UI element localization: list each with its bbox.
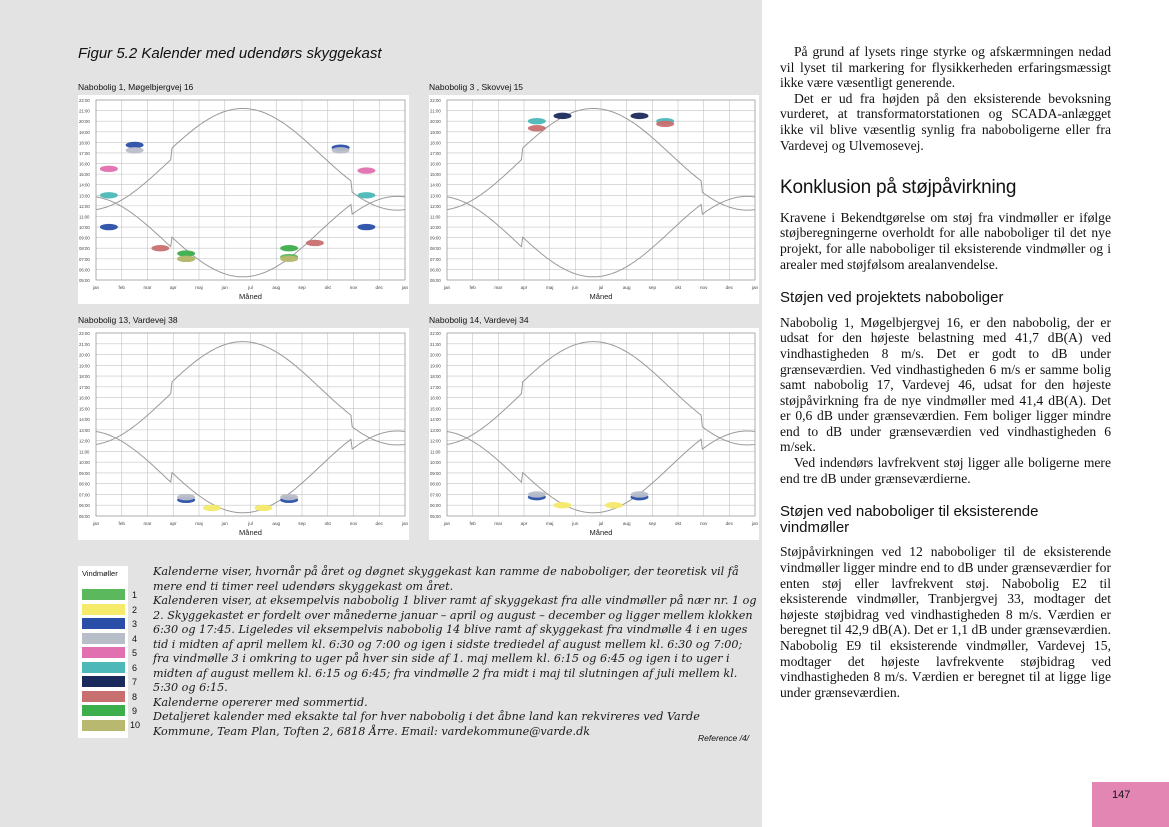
y-tick-label: 07:00 bbox=[430, 492, 441, 498]
y-tick-label: 19:00 bbox=[79, 363, 90, 369]
y-tick-label: 20:00 bbox=[79, 119, 90, 125]
legend-swatch-6 bbox=[82, 662, 125, 673]
y-tick-label: 11:00 bbox=[79, 449, 90, 455]
y-tick-label: 14:00 bbox=[430, 182, 441, 188]
legend-number: 9 bbox=[132, 706, 138, 716]
shadow-mark bbox=[177, 256, 195, 262]
legend-swatch-8 bbox=[82, 691, 125, 702]
y-tick-label: 08:00 bbox=[79, 246, 90, 252]
x-tick-label: jul bbox=[598, 285, 604, 290]
subsection-heading: Støjen ved naboboliger til eksisterende vindmøller bbox=[780, 503, 1039, 536]
legend-number: 5 bbox=[132, 648, 138, 658]
y-tick-label: 14:00 bbox=[79, 182, 90, 188]
legend-swatch-10 bbox=[82, 720, 125, 731]
y-tick-label: 19:00 bbox=[79, 129, 90, 135]
y-tick-label: 18:00 bbox=[79, 140, 90, 146]
shadow-mark bbox=[280, 494, 298, 500]
page-number: 147 bbox=[1112, 789, 1131, 801]
x-tick-label: apr bbox=[520, 285, 528, 290]
y-tick-label: 17:00 bbox=[79, 384, 90, 390]
y-tick-label: 20:00 bbox=[430, 119, 441, 125]
legend-swatch-7 bbox=[82, 676, 125, 687]
y-tick-label: 15:00 bbox=[430, 406, 441, 412]
x-tick-label: aug bbox=[622, 521, 631, 526]
y-tick-label: 09:00 bbox=[79, 235, 90, 241]
legend-swatch-9 bbox=[82, 705, 125, 716]
y-tick-label: 15:00 bbox=[79, 406, 90, 412]
x-tick-label: nov bbox=[349, 521, 358, 526]
y-tick-label: 15:00 bbox=[430, 172, 441, 178]
y-tick-label: 07:00 bbox=[79, 256, 90, 262]
shadow-mark bbox=[528, 491, 546, 497]
x-tick-label: jul bbox=[598, 521, 604, 526]
x-tick-label: sep bbox=[648, 521, 657, 526]
legend bbox=[78, 566, 128, 738]
x-tick-label: nov bbox=[699, 521, 708, 526]
y-tick-label: 08:00 bbox=[430, 481, 441, 487]
y-tick-label: 17:00 bbox=[79, 150, 90, 156]
shadow-mark bbox=[203, 505, 221, 511]
x-tick-label: mar bbox=[143, 521, 152, 526]
legend-number: 6 bbox=[132, 663, 138, 673]
shadow-mark bbox=[126, 147, 144, 153]
x-tick-label: jan bbox=[751, 521, 759, 526]
legend-number: 8 bbox=[132, 692, 138, 702]
y-tick-label: 09:00 bbox=[430, 470, 441, 476]
x-tick-label: jul bbox=[248, 521, 253, 526]
x-tick-label: jun bbox=[221, 521, 228, 526]
legend-number: 7 bbox=[132, 677, 138, 687]
x-tick-label: jul bbox=[248, 285, 253, 290]
x-tick-label: jan bbox=[401, 521, 409, 526]
y-tick-label: 21:00 bbox=[79, 341, 90, 347]
x-tick-label: nov bbox=[699, 285, 708, 290]
x-tick-label: mar bbox=[494, 285, 503, 290]
y-tick-label: 13:00 bbox=[430, 193, 441, 199]
y-tick-label: 05:00 bbox=[430, 514, 441, 519]
y-tick-label: 15:00 bbox=[79, 172, 90, 178]
y-tick-label: 10:00 bbox=[79, 460, 90, 466]
x-axis-title: Måned bbox=[589, 292, 613, 301]
y-tick-label: 12:00 bbox=[430, 438, 441, 444]
shadow-calendar-chart-1 bbox=[78, 95, 409, 304]
shadow-mark bbox=[177, 494, 195, 500]
x-tick-label: sep bbox=[298, 285, 306, 290]
chart-label-nabobolig-13: Nabobolig 13, Vardevej 38 bbox=[78, 315, 178, 325]
shadow-mark bbox=[554, 502, 572, 508]
x-tick-label: okt bbox=[674, 521, 682, 526]
caption-paragraph: Detaljeret kalender med eksakte tal for hver nabobolig i det åbne land kan rekvireres ved Varde Kommune, Team Plan, Toften 2, 6818 Årre. Email: vardekommune@varde.dk bbox=[153, 710, 700, 738]
legend-title: Vindmøller bbox=[82, 569, 118, 578]
chart-label-nabobolig-1: Nabobolig 1, Møgelbjergvej 16 bbox=[78, 82, 194, 92]
shadow-mark bbox=[151, 245, 169, 251]
y-tick-label: 16:00 bbox=[430, 161, 441, 167]
y-tick-label: 14:00 bbox=[79, 417, 90, 423]
y-tick-label: 18:00 bbox=[79, 374, 90, 380]
x-tick-label: feb bbox=[118, 285, 125, 290]
x-tick-label: mar bbox=[143, 285, 152, 290]
legend-number: 4 bbox=[132, 634, 138, 644]
body-paragraph: Kravene i Bekendtgørelse om støj fra vindmøller er ifølge støjberegningerne overholdt for alle naboboliger til det nye projekt, for alle naboboliger til eksisterende vindmøller og i arealer med støjfølsom arealanvendelse. bbox=[780, 209, 1111, 272]
shadow-mark bbox=[100, 192, 118, 198]
y-tick-label: 08:00 bbox=[79, 481, 90, 487]
section-heading: Konklusion på støjpåvirkning bbox=[780, 177, 1017, 199]
chart-svg bbox=[78, 95, 409, 304]
y-tick-label: 10:00 bbox=[430, 225, 441, 231]
shadow-mark bbox=[656, 121, 674, 127]
x-tick-label: apr bbox=[169, 521, 177, 526]
shadow-mark bbox=[554, 113, 572, 119]
reference-note: Reference /4/ bbox=[698, 733, 750, 743]
y-tick-label: 19:00 bbox=[430, 129, 441, 135]
x-tick-label: jan bbox=[443, 285, 451, 290]
y-tick-label: 10:00 bbox=[430, 460, 441, 466]
y-tick-label: 21:00 bbox=[430, 108, 441, 114]
x-tick-label: jun bbox=[221, 285, 228, 290]
y-tick-label: 09:00 bbox=[79, 470, 90, 476]
body-paragraph: Det er ud fra højden på den eksisterende bevoksning vurderet, at transformatorstationen og SCADA-anlægget ikke vil blive væsentlig synlig fra naboboligerne eller fra Vardevej og Ulvemosevej. bbox=[780, 90, 1111, 153]
y-tick-label: 12:00 bbox=[79, 203, 90, 209]
legend-number: 10 bbox=[130, 720, 141, 730]
x-tick-label: jan bbox=[751, 285, 759, 290]
x-tick-label: dec bbox=[725, 285, 734, 290]
chart-label-nabobolig-3: Nabobolig 3 , Skovvej 15 bbox=[429, 82, 524, 92]
y-tick-label: 06:00 bbox=[79, 503, 90, 509]
shadow-mark bbox=[332, 147, 350, 153]
body-paragraph: På grund af lysets ringe styrke og afskærmningen nedad vil lyset til markering for flysikkerheden erfaringsmæssigt ikke være væsentligt generende. bbox=[780, 44, 1111, 91]
y-tick-label: 21:00 bbox=[79, 108, 90, 114]
x-tick-label: apr bbox=[169, 285, 177, 290]
y-tick-label: 13:00 bbox=[79, 193, 90, 199]
x-tick-label: maj bbox=[195, 521, 203, 526]
shadow-mark bbox=[528, 118, 546, 124]
x-tick-label: jan bbox=[92, 285, 100, 290]
shadow-mark bbox=[306, 240, 324, 246]
page-number-badge bbox=[1092, 782, 1169, 827]
y-tick-label: 05:00 bbox=[430, 278, 441, 283]
caption-paragraph: Kalenderne viser, hvornår på året og døgnet skyggekast kan ramme de naboboliger, der teoretisk vil få mere end ti timer reel udendørs skyggekast om året. bbox=[153, 565, 739, 593]
shadow-mark bbox=[100, 166, 118, 172]
y-tick-label: 20:00 bbox=[430, 352, 441, 358]
y-tick-label: 05:00 bbox=[79, 278, 90, 283]
x-tick-label: dec bbox=[375, 521, 383, 526]
body-paragraph: Støjpåvirkningen ved 12 naboboliger til de eksisterende vindmøller ligger mindre end to dB under grænseværdier for enten støj eller lavfrekvent støj. Nabobolig E2 til eksisterende vindmøller, Tranbjergvej 33, modtager det højeste støjbidrag ved vindhastigheden 8 m/s. Værdien er beregnet til 42,9 dB(A). Det er 1,1 dB under grænseværdien. Nabobolig E9 til eksisterende vindmøller, Vardevej 15, modtager det højeste lavfrekvente støjbidrag ved vindhastigheden 8 m/s. Værdien er beregnet til at ligge lige under grænseværdien. bbox=[780, 544, 1111, 700]
x-tick-label: maj bbox=[195, 285, 203, 290]
y-tick-label: 07:00 bbox=[430, 256, 441, 262]
y-tick-label: 22:00 bbox=[79, 98, 90, 103]
x-tick-label: feb bbox=[118, 521, 125, 526]
body-text-column bbox=[780, 44, 1111, 700]
x-tick-label: jan bbox=[443, 521, 451, 526]
y-tick-label: 06:00 bbox=[79, 267, 90, 273]
shadow-mark bbox=[280, 256, 298, 262]
x-tick-label: maj bbox=[545, 521, 554, 526]
y-tick-label: 18:00 bbox=[430, 374, 441, 380]
x-tick-label: jun bbox=[572, 285, 579, 290]
y-tick-label: 13:00 bbox=[430, 427, 441, 433]
legend-number: 1 bbox=[132, 590, 138, 600]
shadow-mark bbox=[280, 245, 298, 251]
x-tick-label: mar bbox=[494, 521, 503, 526]
y-tick-label: 20:00 bbox=[79, 352, 90, 358]
y-tick-label: 11:00 bbox=[79, 214, 90, 220]
y-tick-label: 05:00 bbox=[79, 514, 90, 519]
shadow-calendar-chart-3 bbox=[429, 95, 759, 304]
y-tick-label: 13:00 bbox=[79, 427, 90, 433]
body-paragraph: Nabobolig 1, Møgelbjergvej 16, er den nabobolig, der er udsat for den højeste belastning med 41,7 dB(A) ved vindhastigheden 8 m/s. Det er godt to dB under grænseværdien. Ved vindhastigheden 6 m/s er samme bolig samt nabobolig 17, Vardevej 46, udsat for den højeste støjpåvirkning fra de nye vindmøller med 41,4 dB(A). Det er 0,6 dB under grænseværdien. Fem boliger ligger mindre end to dB under grænseværdien ved vindhastigheden 6 m/sek. bbox=[780, 314, 1111, 455]
shadow-mark bbox=[357, 224, 375, 230]
x-tick-label: okt bbox=[674, 285, 682, 290]
x-axis-title: Måned bbox=[589, 528, 613, 537]
subsection-heading: Støjen ved projektets naboboliger bbox=[780, 289, 1004, 307]
x-tick-label: maj bbox=[545, 285, 554, 290]
x-axis-title: Måned bbox=[239, 292, 262, 301]
shadow-calendar-chart-14 bbox=[429, 328, 759, 540]
legend-swatch-3 bbox=[82, 618, 125, 629]
y-tick-label: 22:00 bbox=[430, 98, 441, 103]
y-tick-label: 17:00 bbox=[430, 384, 441, 390]
x-tick-label: sep bbox=[648, 285, 657, 290]
y-tick-label: 14:00 bbox=[430, 417, 441, 423]
chart-label-nabobolig-14: Nabobolig 14, Vardevej 34 bbox=[429, 315, 529, 325]
x-tick-label: aug bbox=[622, 285, 631, 290]
chart-svg bbox=[429, 95, 759, 304]
y-tick-label: 18:00 bbox=[430, 140, 441, 146]
y-tick-label: 11:00 bbox=[430, 214, 441, 220]
y-tick-label: 06:00 bbox=[430, 503, 441, 509]
y-tick-label: 16:00 bbox=[430, 395, 441, 401]
x-tick-label: okt bbox=[324, 521, 331, 526]
y-tick-label: 12:00 bbox=[430, 203, 441, 209]
y-tick-label: 17:00 bbox=[430, 150, 441, 156]
y-tick-label: 08:00 bbox=[430, 246, 441, 252]
shadow-mark bbox=[100, 224, 118, 230]
x-tick-label: jun bbox=[572, 521, 579, 526]
x-tick-label: okt bbox=[324, 285, 331, 290]
x-tick-label: nov bbox=[349, 285, 358, 290]
shadow-mark bbox=[357, 167, 375, 173]
caption-paragraph: Kalenderne opererer med sommertid. bbox=[153, 695, 368, 709]
y-tick-label: 06:00 bbox=[430, 267, 441, 273]
legend-swatch-5 bbox=[82, 647, 125, 658]
x-tick-label: feb bbox=[469, 285, 476, 290]
body-paragraph: Ved indendørs lavfrekvent støj ligger alle boligerne mere end tre dB under grænseværdierne. bbox=[780, 455, 1111, 486]
shadow-mark bbox=[528, 125, 546, 131]
shadow-calendar-chart-13 bbox=[78, 328, 409, 540]
y-tick-label: 22:00 bbox=[79, 331, 90, 336]
x-tick-label: apr bbox=[520, 521, 528, 526]
y-tick-label: 12:00 bbox=[79, 438, 90, 444]
shadow-mark bbox=[254, 505, 272, 511]
caption-paragraph: Kalenderen viser, at eksempelvis nabobolig 1 bliver ramt af skyggekast fra alle vindmøller på nær nr. 1 og 2. Skyggekastet er fordelt over månederne januar – april og august – december og ligger mellem klokken 6:30 og 17:45. Ligeledes vil eksempelvis nabobolig 14 blive ramt af skyggekast fra vindmølle 4 i en uges tid i midten af april mellem kl. 6:30 og 7:00 og igen i sidste trediedel af august mellem kl. 6:30 og 7:00; fra vindmølle 3 i omkring to uger på hver sin side af 1. maj mellem kl. 6:15 og 6:45 og igen i to uger i midten af august mellem kl. 6:15 og 6:45; fra vindmølle 2 fra midt i maj til slutningen af juli mellem kl. 5:30 og 6:15. bbox=[153, 594, 757, 694]
y-tick-label: 09:00 bbox=[430, 235, 441, 241]
x-axis-title: Måned bbox=[239, 528, 262, 537]
x-tick-label: dec bbox=[725, 521, 734, 526]
legend-swatch-2 bbox=[82, 604, 125, 615]
legend-swatch-4 bbox=[82, 633, 125, 644]
x-tick-label: dec bbox=[375, 285, 383, 290]
shadow-mark bbox=[357, 192, 375, 198]
y-tick-label: 21:00 bbox=[430, 341, 441, 347]
x-tick-label: aug bbox=[272, 285, 281, 290]
y-tick-label: 10:00 bbox=[79, 225, 90, 231]
shadow-mark bbox=[605, 502, 623, 508]
y-tick-label: 16:00 bbox=[79, 161, 90, 167]
shadow-mark bbox=[631, 113, 649, 119]
chart-svg bbox=[78, 328, 409, 540]
x-tick-label: aug bbox=[272, 521, 281, 526]
x-tick-label: feb bbox=[469, 521, 476, 526]
shadow-mark bbox=[631, 491, 649, 497]
figure-caption bbox=[153, 565, 761, 739]
y-tick-label: 11:00 bbox=[430, 449, 441, 455]
figure-title: Figur 5.2 Kalender med udendørs skyggekast bbox=[78, 45, 382, 62]
chart-svg bbox=[429, 328, 759, 540]
legend-number: 3 bbox=[132, 619, 138, 629]
y-tick-label: 22:00 bbox=[430, 331, 441, 336]
y-tick-label: 16:00 bbox=[79, 395, 90, 401]
x-tick-label: sep bbox=[298, 521, 306, 526]
x-tick-label: jan bbox=[401, 285, 409, 290]
y-tick-label: 19:00 bbox=[430, 363, 441, 369]
y-tick-label: 07:00 bbox=[79, 492, 90, 498]
legend-swatch-1 bbox=[82, 589, 125, 600]
x-tick-label: jan bbox=[92, 521, 100, 526]
legend-number: 2 bbox=[132, 605, 138, 615]
